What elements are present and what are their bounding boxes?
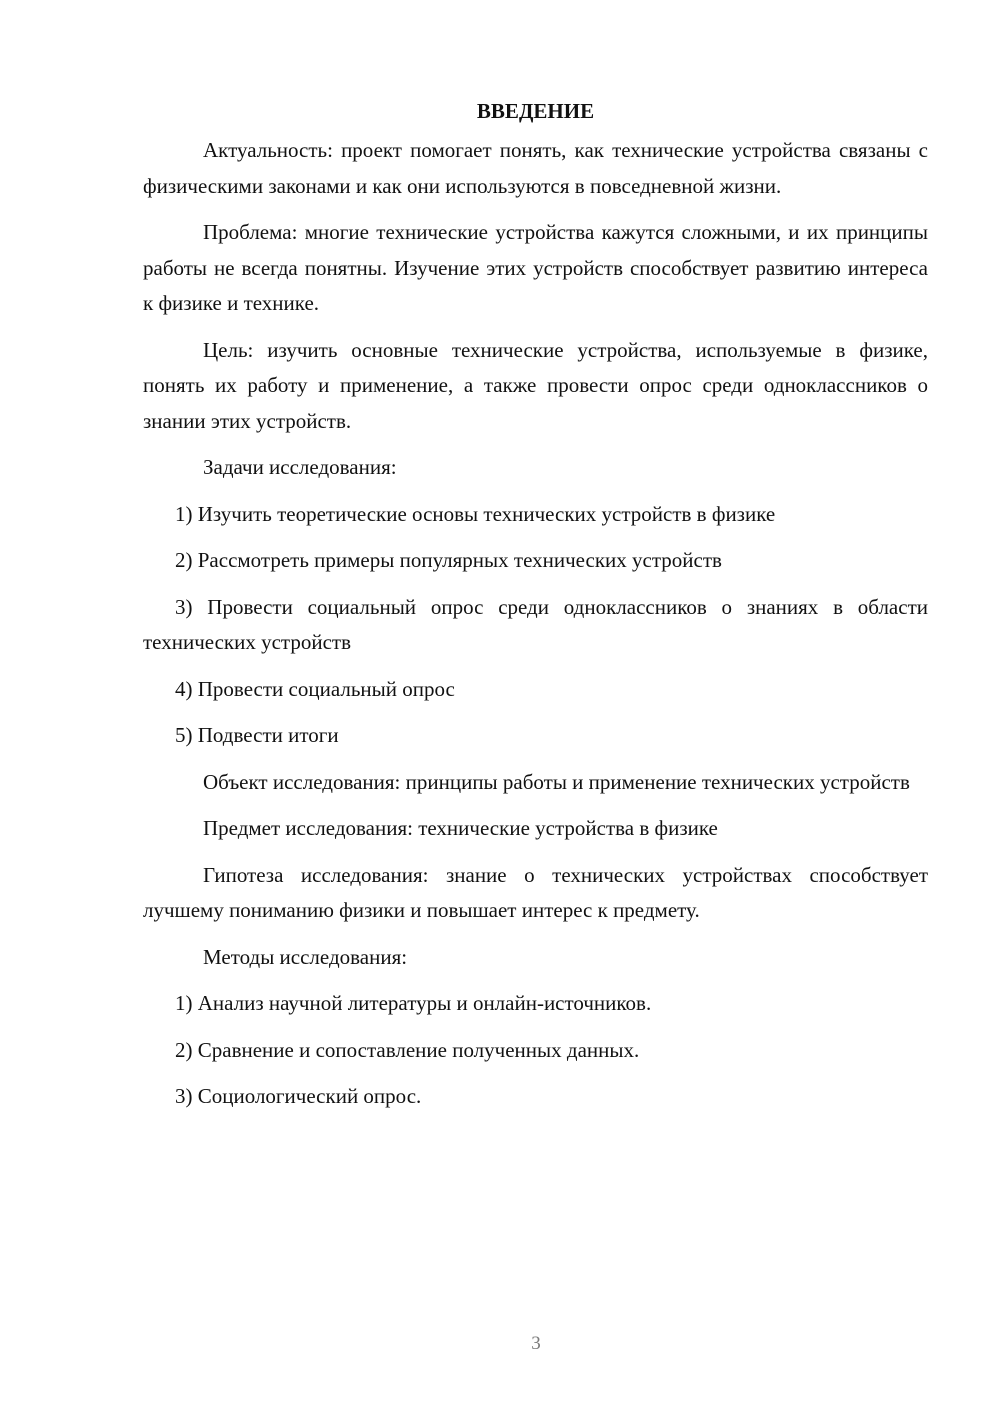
method-item-2: 2) Сравнение и сопоставление полученных данных. — [175, 1037, 640, 1062]
problem-paragraph: Проблема: многие технические устройства кажутся сложными, и их принципы работы не всегда понятны. Изучение этих устройств способствует развитию интереса к физике и технике. — [143, 220, 928, 315]
tasks-heading: Задачи исследования: — [203, 455, 397, 479]
method-item-3: 3) Социологический опрос. — [175, 1084, 422, 1108]
page-number: 3 — [531, 1333, 541, 1354]
goal-paragraph: Цель: изучить основные технические устройства, используемые в физике, понять их работу и применение, а также провести опрос среди одноклассников о знании этих устройств. — [143, 337, 928, 433]
methods-heading: Методы исследования: — [203, 944, 408, 969]
page-title: ВВЕДЕНИЕ — [476, 99, 595, 123]
hypothesis-paragraph: Гипотеза исследования: знание о технических устройствах способствует лучшему пониманию физики и повышает интерес к предмету. — [143, 862, 928, 922]
task-item-5: 5) Подвести итоги — [175, 723, 339, 747]
page-content — [143, 93, 928, 1126]
relevance-paragraph: Актуальность: проект помогает понять, как технические устройства связаны с физическими законами и как они используются в повседневной жизни. — [143, 138, 928, 198]
task-item-3: 3) Провести социальный опрос среди одноклассников о знаниях в области технических устройств — [143, 594, 928, 654]
task-item-1: 1) Изучить теоретические основы технических устройств в физике — [175, 501, 776, 526]
subject-paragraph: Предмет исследования: технические устройства в физике — [203, 816, 718, 840]
method-item-1: 1) Анализ научной литературы и онлайн-источников. — [175, 991, 652, 1015]
object-paragraph: Объект исследования: принципы работы и применение технических устройств — [203, 769, 910, 794]
task-item-4: 4) Провести социальный опрос — [175, 676, 455, 701]
task-item-2: 2) Рассмотреть примеры популярных технических устройств — [175, 548, 722, 572]
